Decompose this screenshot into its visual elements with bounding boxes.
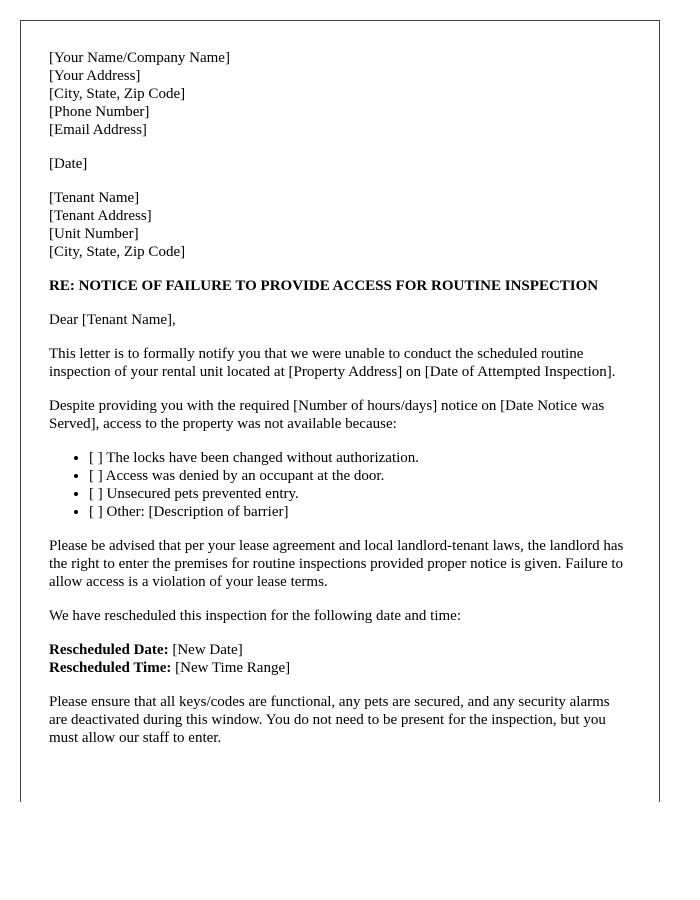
- sender-city-state-zip: [City, State, Zip Code]: [49, 86, 186, 102]
- sender-email: [Email Address]: [49, 122, 147, 138]
- sender-name: [Your Name/Company Name]: [49, 50, 230, 66]
- reason-item: • [ ] Access was denied by an occupant at the door.: [89, 467, 624, 485]
- reschedule-block: [49, 641, 624, 677]
- sender-phone: [Phone Number]: [49, 104, 150, 120]
- letter-content: [49, 49, 624, 763]
- paragraph-reschedule-intro: We have rescheduled this inspection for the following date and time:: [49, 608, 462, 624]
- reason-item: • [ ] The locks have been changed without authorization.: [89, 449, 624, 467]
- rescheduled-date-row: [49, 641, 624, 659]
- paragraph-notification: This letter is to formally notify you that we were unable to conduct the scheduled routine inspection of your rental unit located at [Property Address] on [Date of Attempted Inspection].: [49, 346, 616, 380]
- sender-address: [Your Address]: [49, 68, 141, 84]
- reason-list: [49, 449, 624, 521]
- paragraph-notice-details: Despite providing you with the required [Number of hours/days] notice on [Date Notice was Served], access to the property was not available because:: [49, 398, 605, 432]
- salutation: Dear [Tenant Name],: [49, 312, 176, 328]
- rescheduled-date-label: Rescheduled Date:: [49, 642, 169, 658]
- recipient-address: [Tenant Address]: [49, 208, 152, 224]
- recipient-city-state-zip: [City, State, Zip Code]: [49, 244, 186, 260]
- recipient-unit: [Unit Number]: [49, 226, 139, 242]
- subject-line: RE: NOTICE OF FAILURE TO PROVIDE ACCESS FOR ROUTINE INSPECTION: [49, 278, 599, 294]
- rescheduled-date-value: [New Date]: [172, 642, 243, 658]
- rescheduled-time-label: Rescheduled Time:: [49, 660, 172, 676]
- paragraph-instructions: Please ensure that all keys/codes are functional, any pets are secured, and any security alarms are deactivated during this window. You do not need to be present for the inspection, but you must allow our staff to enter.: [49, 694, 610, 746]
- letter-date: [Date]: [49, 156, 88, 172]
- rescheduled-time-value: [New Time Range]: [175, 660, 291, 676]
- reason-item: • [ ] Other: [Description of barrier]: [89, 503, 624, 521]
- paragraph-legal-rights: Please be advised that per your lease agreement and local landlord-tenant laws, the landlord has the right to enter the premises for routine inspections provided proper notice is given. Failure to allow access is a violation of your lease terms.: [49, 538, 624, 590]
- letter-page: [20, 20, 660, 802]
- reason-item: • [ ] Unsecured pets prevented entry.: [89, 485, 624, 503]
- sender-block: [49, 49, 624, 139]
- rescheduled-time-row: [49, 659, 624, 677]
- recipient-block: [49, 189, 624, 261]
- recipient-name: [Tenant Name]: [49, 190, 140, 206]
- date-block: [49, 155, 624, 173]
